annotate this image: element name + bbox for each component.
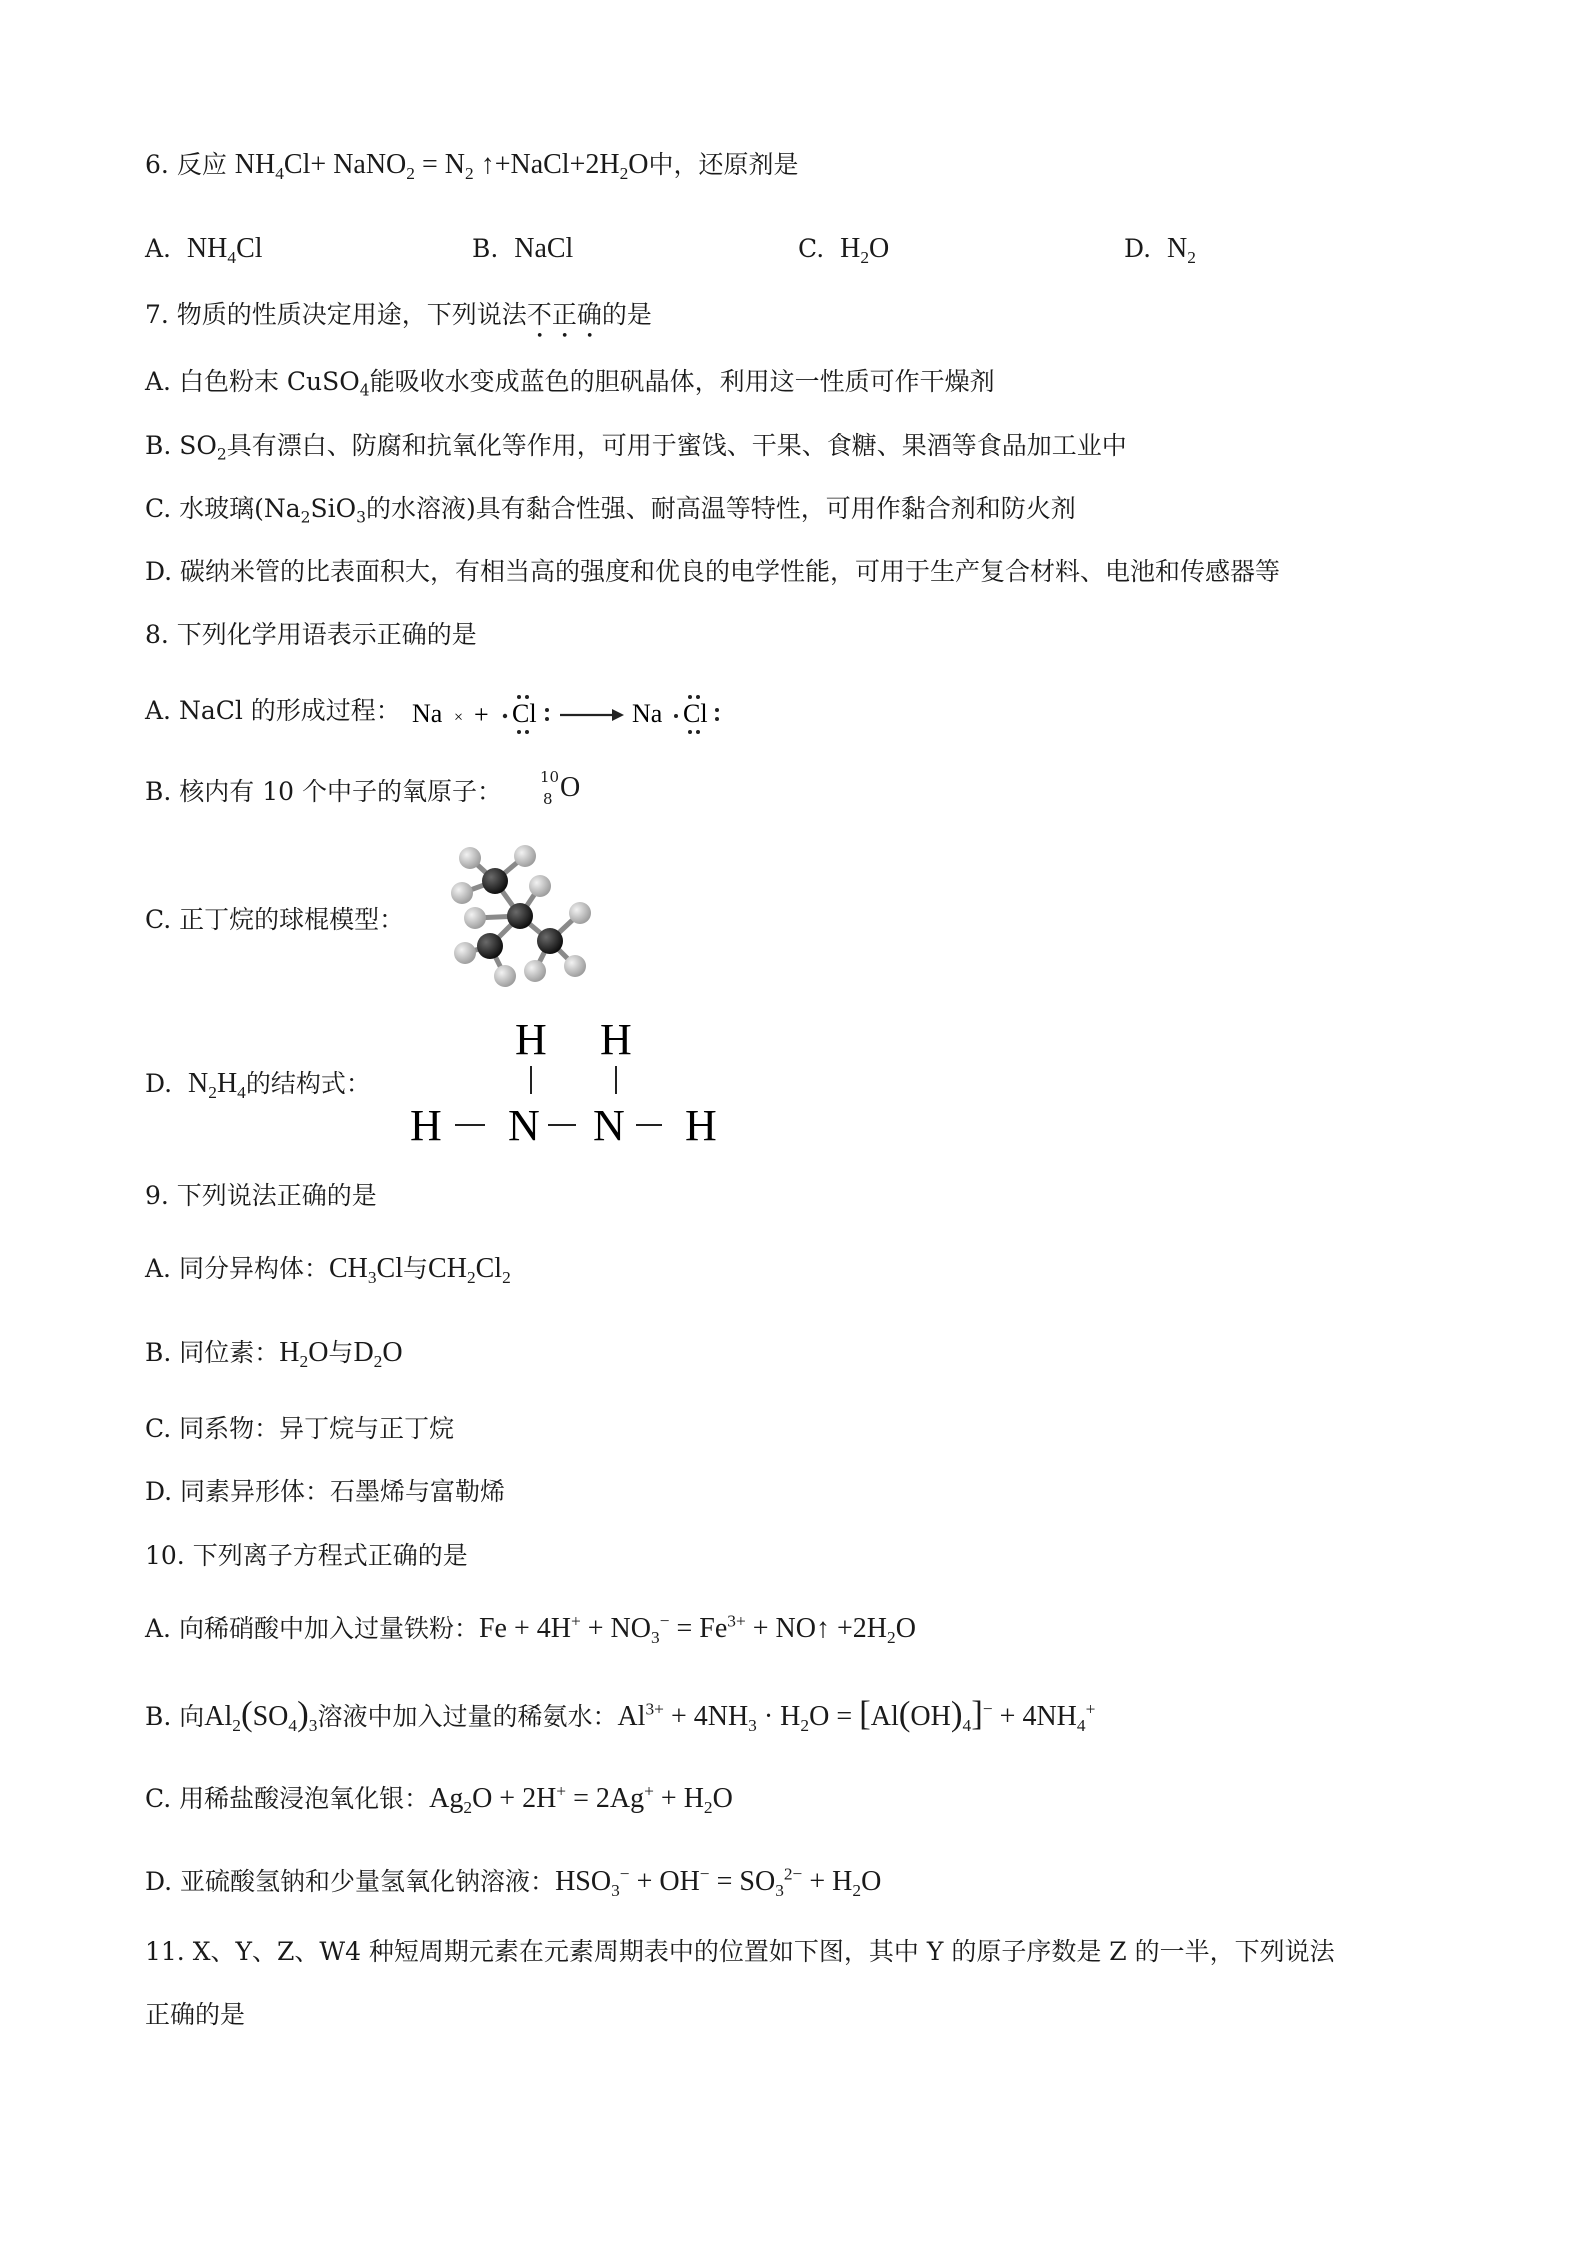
hydrogen-atom xyxy=(569,902,591,924)
na-symbol-left: Na xyxy=(412,699,443,728)
electron-dot xyxy=(517,695,521,699)
hydrogen-atom xyxy=(451,882,473,904)
q11-stem-line1: 11. X、Y、Z、W4 种短周期元素在元素周期表中的位置如下图，其中 Y 的原子序数是 Z 的一半，下列说法 xyxy=(145,1937,1335,1966)
electron-dot xyxy=(715,717,719,721)
n2h4-structural-formula xyxy=(410,1010,740,1160)
hydrogen-atom xyxy=(524,960,546,982)
electron-dot xyxy=(517,730,521,734)
q9-option-a: A. 同分异构体：$CH_3Cl$与$CH_2Cl_2$ xyxy=(145,1253,511,1288)
q6-equation: $NH_4Cl+$ NaNO$_2$ = $N_2$ $↑+NaCl+2H_2O$ xyxy=(234,149,649,184)
hydrogen-atom xyxy=(514,845,536,867)
hydrogen-atom xyxy=(529,875,551,897)
q10-option-d: D. 亚硫酸氢钠和少量氢氧化钠溶液：$HSO_3^- + OH^- = SO_3^{2-} + H_2O$ xyxy=(145,1864,882,1901)
electron-dot xyxy=(688,695,692,699)
q7-option-d: D. 碳纳米管的比表面积大，有相当高的强度和优良的电学性能，可用于生产复合材料、电池和传感器等 xyxy=(145,557,1281,586)
mass-number: 10 xyxy=(540,768,560,786)
nacl-electron-dot-diagram xyxy=(412,688,722,740)
q7-option-a: A. 白色粉末 CuSO$_4$能吸收水变成蓝色的胆矾晶体，利用这一性质可作干燥剂 xyxy=(145,367,995,400)
electron-dot xyxy=(688,730,692,734)
electron-dot xyxy=(715,708,719,712)
hydrogen-top-left: H xyxy=(515,1015,547,1064)
electron-dot xyxy=(503,714,507,718)
hydrogen-top-right: H xyxy=(600,1015,632,1064)
electron-dot xyxy=(696,730,700,734)
hydrogen-atom xyxy=(464,907,486,929)
hydrogen-right: H xyxy=(685,1101,717,1150)
electron-dot xyxy=(674,714,678,718)
hydrogen-atom xyxy=(564,955,586,977)
q11-stem-line2: 正确的是 xyxy=(145,2000,246,2029)
q6-stem: 6. 反应 $NH_4Cl+$ NaNO$_2$ = $N_2$ $↑+NaCl+2H_2O$中，还原剂是 xyxy=(145,149,799,184)
hydrogen-atom xyxy=(454,942,476,964)
q8-option-d: D. $N_2H_4$的结构式： xyxy=(145,1068,371,1103)
atomic-number: 8 xyxy=(543,790,553,808)
electron-dot xyxy=(525,730,529,734)
electron-cross: × xyxy=(454,709,464,726)
q8-option-a: A. NaCl 的形成过程： xyxy=(145,696,401,725)
carbon-atom xyxy=(477,933,503,959)
hydrogen-left: H xyxy=(410,1101,442,1150)
plus-sign: + xyxy=(474,700,489,729)
oxygen-isotope-notation xyxy=(538,768,588,814)
nitrogen-right: N xyxy=(593,1101,625,1150)
q8-stem: 8. 下列化学用语表示正确的是 xyxy=(145,620,477,649)
nitrogen-left: N xyxy=(508,1101,540,1150)
carbon-atom xyxy=(537,928,563,954)
electron-dot xyxy=(525,695,529,699)
hydrogen-atom xyxy=(494,965,516,987)
q7-option-c: C. 水玻璃($Na_2SiO_3$的水溶液)具有黏合性强、耐高温等特性，可用作黏合剂和防火剂 xyxy=(145,494,1076,527)
q10-stem: 10. 下列离子方程式正确的是 xyxy=(145,1541,468,1570)
q7-stem: 7. 物质的性质决定用途，下列说法不正确的是 xyxy=(145,300,652,329)
q6-option-b: B. NaCl xyxy=(472,233,574,264)
electron-dot xyxy=(545,717,549,721)
q6-option-a: A. $NH_4Cl$ xyxy=(145,233,263,268)
carbon-atom xyxy=(507,903,533,929)
carbon-atom xyxy=(482,868,508,894)
q9-stem: 9. 下列说法正确的是 xyxy=(145,1181,377,1210)
q8-option-b: B. 核内有 10 个中子的氧原子： xyxy=(145,777,502,806)
q6-option-d: D. $N_2$ xyxy=(1124,233,1196,268)
q6-number: 6. xyxy=(145,150,169,179)
q6-option-c: C. $H_2O$ xyxy=(798,233,890,268)
q10-option-a: A. 向稀硝酸中加入过量铁粉：$Fe + 4H^+ + NO_3^- = Fe^{3+}$ + NO↑ $+2H_2O$ xyxy=(145,1611,916,1648)
q10-option-c: C. 用稀盐酸浸泡氧化银：$Ag_2O + 2H^+ = 2Ag^+ + H_2O$ xyxy=(145,1781,733,1818)
cl-symbol-right: Cl xyxy=(683,699,708,728)
cl-symbol-left: Cl xyxy=(512,699,537,728)
butane-ball-and-stick-model xyxy=(440,838,615,993)
electron-dot xyxy=(545,708,549,712)
q7-option-b: B. $SO_2$具有漂白、防腐和抗氧化等作用，可用于蜜饯、干果、食糖、果酒等食品加工业中 xyxy=(145,431,1127,464)
q10-option-b: B. 向$Al_2(SO_4)_3$溶液中加入过量的稀氨水：$Al^{3+} + 4NH_3 \cdot H_2O = [Al(OH)_4]^- + 4NH_4^+$ xyxy=(145,1694,1096,1736)
element-symbol: O xyxy=(560,772,581,803)
arrow-head xyxy=(612,709,624,721)
q9-option-b: B. 同位素：$H_2O$与$D_2O$ xyxy=(145,1337,403,1372)
q8-option-c: C. 正丁烷的球棍模型： xyxy=(145,905,405,934)
q9-option-d: D. 同素异形体：石墨烯与富勒烯 xyxy=(145,1477,506,1506)
na-symbol-right: Na xyxy=(632,699,663,728)
q7-emphasis: 不正确 xyxy=(526,300,602,329)
electron-dot xyxy=(696,695,700,699)
hydrogen-atom xyxy=(459,847,481,869)
q9-option-c: C. 同系物：异丁烷与正丁烷 xyxy=(145,1414,455,1443)
